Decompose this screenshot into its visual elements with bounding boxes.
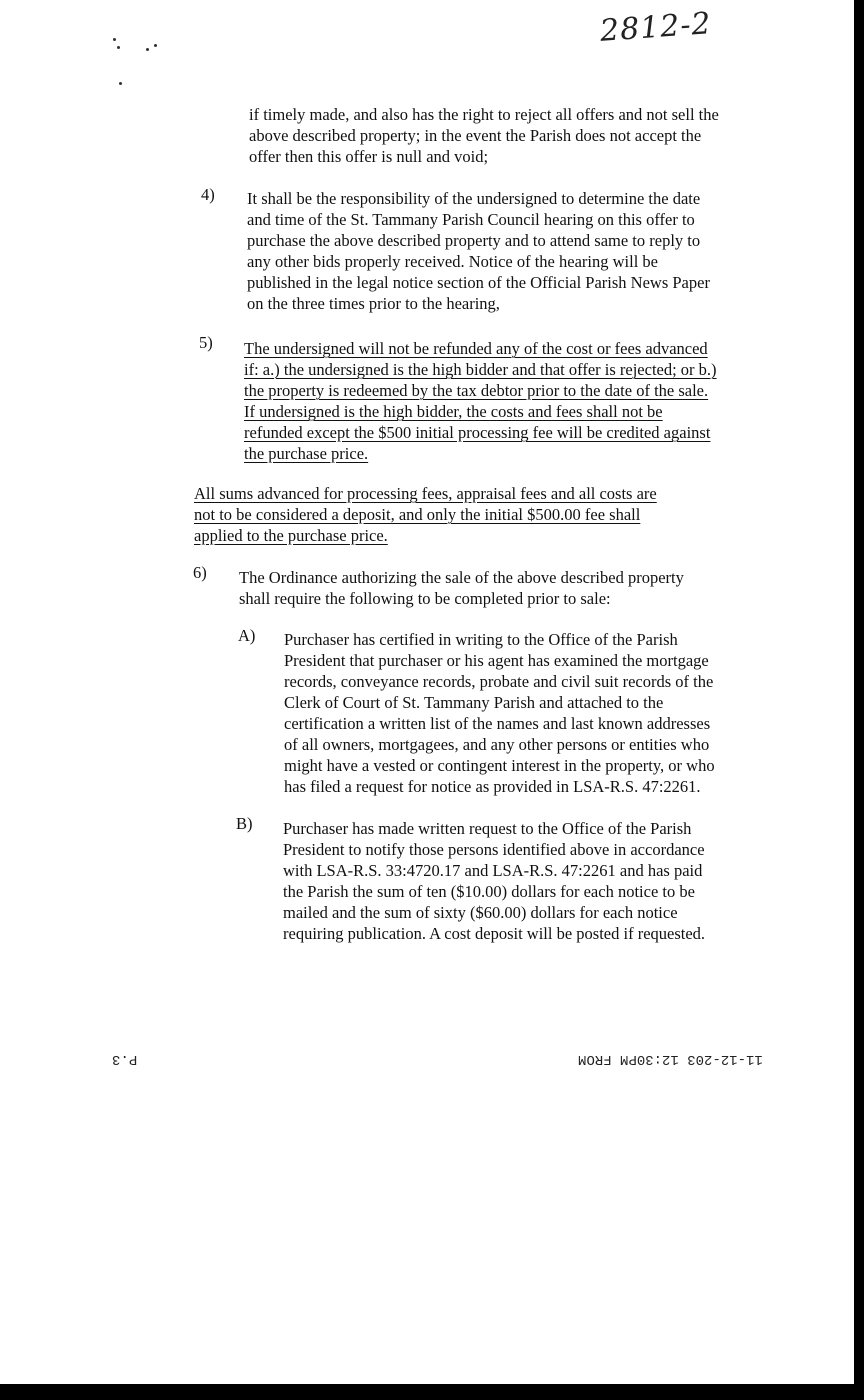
fax-header-stamp: 11-12-203 12:30PM FROM [578, 1051, 763, 1067]
sums-note-paragraph [194, 483, 657, 546]
text-line: and time of the St. Tammany Parish Council hearing on this offer to [247, 210, 695, 229]
text-line: President to notify those persons identified above in accordance [283, 840, 705, 859]
text-line: on the three times prior to the hearing, [247, 294, 500, 313]
text-line: requiring publication. A cost deposit will be posted if requested. [283, 924, 706, 943]
text-line: published in the legal notice section of the Official Parish News Paper [247, 273, 710, 292]
text-line: applied to the purchase price. [194, 526, 388, 545]
text-line: the property is redeemed by the tax debtor prior to the date of the sale. [244, 381, 709, 400]
text-line: not to be considered a deposit, and only the initial $500.00 fee shall [194, 505, 641, 524]
text-line: refunded except the $500 initial processing fee will be credited against [244, 423, 711, 442]
text-line: The Ordinance authorizing the sale of the above described property [239, 568, 684, 587]
text-line: purchase the above described property and to attend same to reply to [247, 231, 701, 250]
sub-item-label-b: B) [236, 814, 253, 833]
scan-speck [154, 44, 157, 47]
text-line: with LSA-R.S. 33:4720.17 and LSA-R.S. 47:2261 and has paid [283, 861, 703, 880]
text-line: if timely made, and also has the right to reject all offers and not sell the [249, 105, 719, 124]
text-line: offer then this offer is null and void; [249, 147, 489, 166]
item-6-paragraph [239, 567, 684, 609]
text-line: might have a vested or contingent interest in the property, or who [284, 756, 715, 775]
item-number-4: 4) [201, 185, 215, 204]
text-line: President that purchaser or his agent has examined the mortgage [284, 651, 709, 670]
text-line: if: a.) the undersigned is the high bidder and that offer is rejected; or b.) [244, 360, 717, 379]
text-line: has filed a request for notice as provided in LSA-R.S. 47:2261. [284, 777, 701, 796]
fax-page-number: P.3 [112, 1051, 138, 1067]
text-line: certification a written list of the names and last known addresses [284, 714, 711, 733]
text-line: Purchaser has made written request to the Office of the Parish [283, 819, 692, 838]
text-line: records, conveyance records, probate and civil suit records of the [284, 672, 714, 691]
item-number-6: 6) [193, 563, 207, 582]
text-line: the purchase price. [244, 444, 369, 463]
handwritten-page-number: 2812-2 [598, 6, 713, 49]
text-line: mailed and the sum of sixty ($60.00) dollars for each notice [283, 903, 678, 922]
item-number-5: 5) [199, 333, 213, 352]
text-line: above described property; in the event the Parish does not accept the [249, 126, 702, 145]
text-line: shall require the following to be completed prior to sale: [239, 589, 611, 608]
scan-speck [119, 82, 122, 85]
text-line: If undersigned is the high bidder, the costs and fees shall not be [244, 402, 663, 421]
text-line: The undersigned will not be refunded any of the cost or fees advanced [244, 339, 708, 358]
item-4-paragraph [247, 188, 710, 314]
scan-speck [117, 46, 120, 49]
text-line: Clerk of Court of St. Tammany Parish and attached to the [284, 693, 664, 712]
scan-speck [113, 38, 116, 41]
text-line: the Parish the sum of ten ($10.00) dollars for each notice to be [283, 882, 695, 901]
sub-item-label-a: A) [238, 626, 256, 645]
intro-paragraph [249, 104, 719, 167]
text-line: All sums advanced for processing fees, appraisal fees and all costs are [194, 484, 657, 503]
item-5-paragraph [244, 338, 717, 464]
scan-speck [146, 48, 149, 51]
sub-item-b-paragraph [283, 818, 705, 944]
text-line: any other bids properly received. Notice of the hearing will be [247, 252, 658, 271]
text-line: Purchaser has certified in writing to the Office of the Parish [284, 630, 678, 649]
sub-item-a-paragraph [284, 629, 715, 797]
text-line: of all owners, mortgagees, and any other persons or entities who [284, 735, 710, 754]
text-line: It shall be the responsibility of the undersigned to determine the date [247, 189, 701, 208]
